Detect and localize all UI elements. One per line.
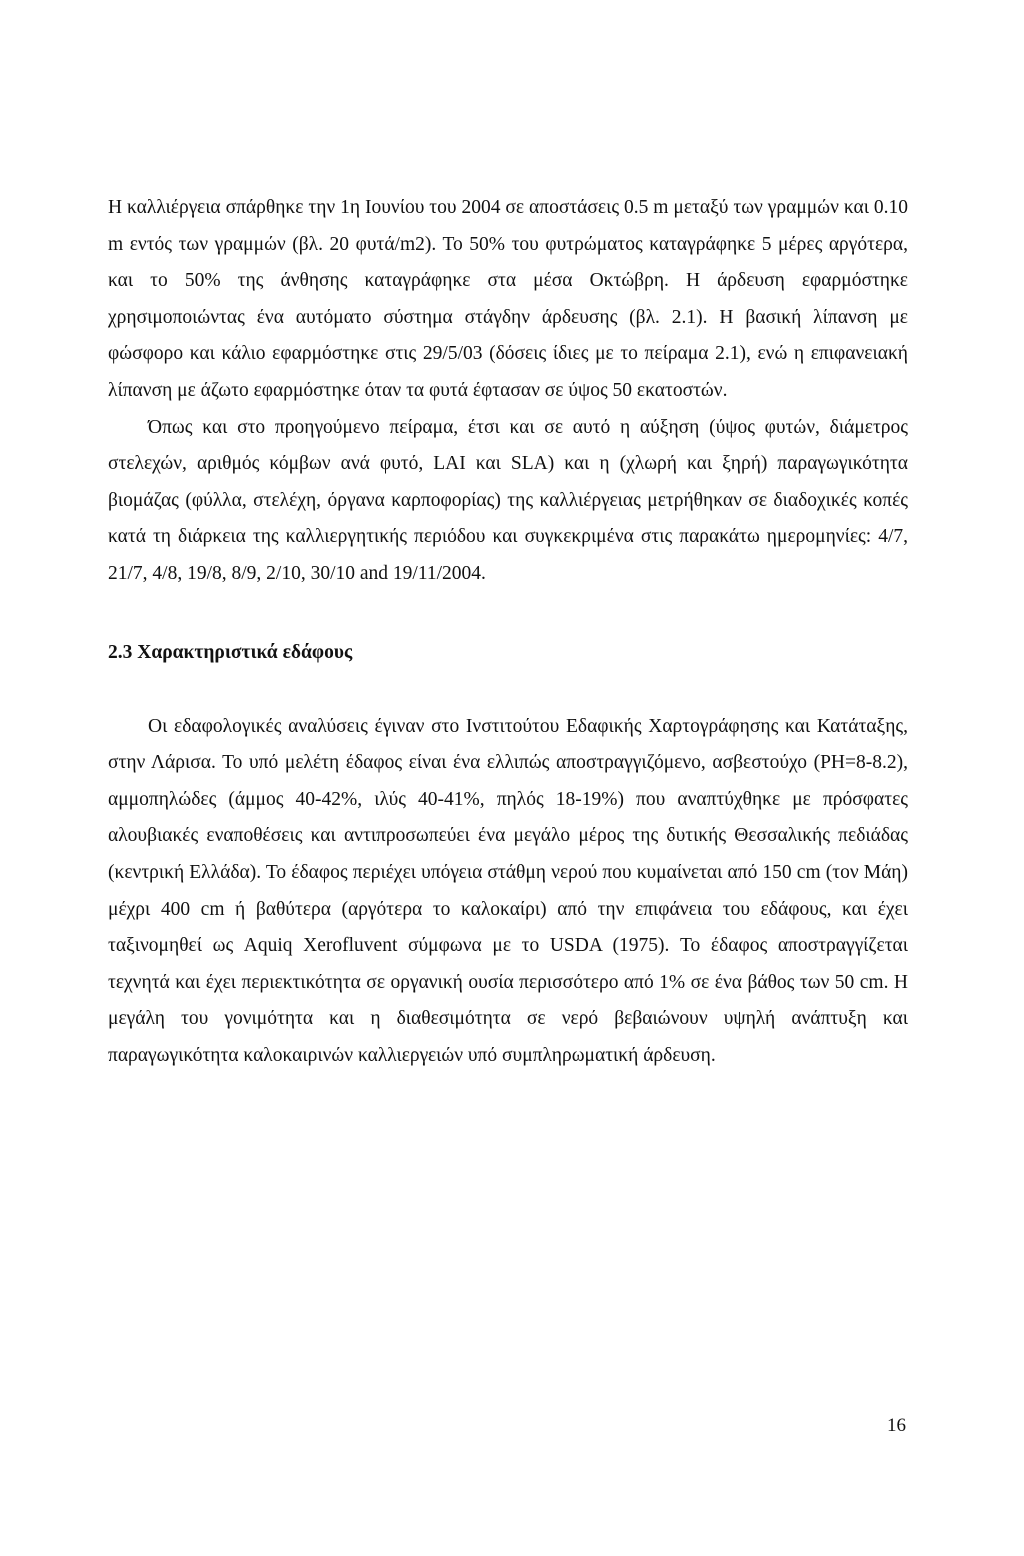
document-body bbox=[108, 190, 908, 1074]
section-heading-soil-characteristics: 2.3 Χαρακτηριστικά εδάφους bbox=[108, 641, 353, 663]
paragraph-sowing-irrigation: Η καλλιέργεια σπάρθηκε την 1η Ιουνίου του 2004 σε αποστάσεις 0.5 m μεταξύ των γραμμών και 0.10 m εντός των γραμμών (βλ. 20 φυτά/m2). Το 50% του φυτρώματος καταγράφηκε 5 μέρες αργότερα, και το 50% της άνθησης καταγράφηκε στα μέσα Οκτώβρη. Η άρδευση εφαρμόστηκε χρησιμοποιώντας ένα αυτόματο σύστημα στάγδην άρδευσης (βλ. 2.1). Η βασική λίπανση με φώσφορο και κάλιο εφαρμόστηκε στις 29/5/03 (δόσεις ίδιες με το πείραμα 2.1), ενώ η επιφανειακή λίπανση με άζωτο εφαρμόστηκε όταν τα φυτά έφτασαν σε ύψος 50 εκατοστών. bbox=[108, 197, 908, 401]
page-number: 16 bbox=[887, 1415, 906, 1436]
paragraph-growth-measurements: Όπως και στο προηγούμενο πείραμα, έτσι και σε αυτό η αύξηση (ύψος φυτών, διάμετρος στελεχών, αριθμός κόμβων ανά φυτό, LAI και SLA) και η (χλωρή και ξηρή) παραγωγικότητα βιομάζας (φύλλα, στελέχη, όργανα καρποφορίας) της καλλιέργειας μετρήθηκαν σε διαδοχικές κοπές κατά τη διάρκεια της καλλιεργητικής περιόδου και συγκεκριμένα στις παρακάτω ημερομηνίες: 4/7, 21/7, 4/8, 19/8, 8/9, 2/10, 30/10 and 19/11/2004. bbox=[108, 416, 908, 584]
paragraph-soil-analysis: Οι εδαφολογικές αναλύσεις έγιναν στο Ινστιτούτου Εδαφικής Χαρτογράφησης και Κατάταξης, στην Λάρισα. Το υπό μελέτη έδαφος είναι ένα ελλιπώς αποστραγγιζόμενο, ασβεστούχο (PH=8-8.2), αμμοπηλώδες (άμμος 40-42%, ιλύς 40-41%, πηλός 18-19%) που αναπτύχθηκε με πρόσφατες αλουβιακές εναποθέσεις και αντιπροσωπεύει ένα μεγάλο μέρος της δυτικής Θεσσαλικής πεδιάδας (κεντρική Ελλάδα). Το έδαφος περιέχει υπόγεια στάθμη νερού που κυμαίνεται από 150 cm (τον Μάη) μέχρι 400 cm ή βαθύτερα (αργότερα το καλοκαίρι) από την επιφάνεια του εδάφους, και έχει ταξινομηθεί ως Aquiq Xerofluvent σύμφωνα με το USDA (1975). Το έδαφος αποστραγγίζεται τεχνητά και έχει περιεκτικότητα σε οργανική ουσία περισσότερο από 1% σε ένα βάθος των 50 cm. Η μεγάλη του γονιμότητα και η διαθεσιμότητα σε νερό βεβαιώνουν υψηλή ανάπτυξη και παραγωγικότητα καλοκαιρινών καλλιεργειών υπό συμπληρωματική άρδευση. bbox=[108, 715, 908, 1066]
